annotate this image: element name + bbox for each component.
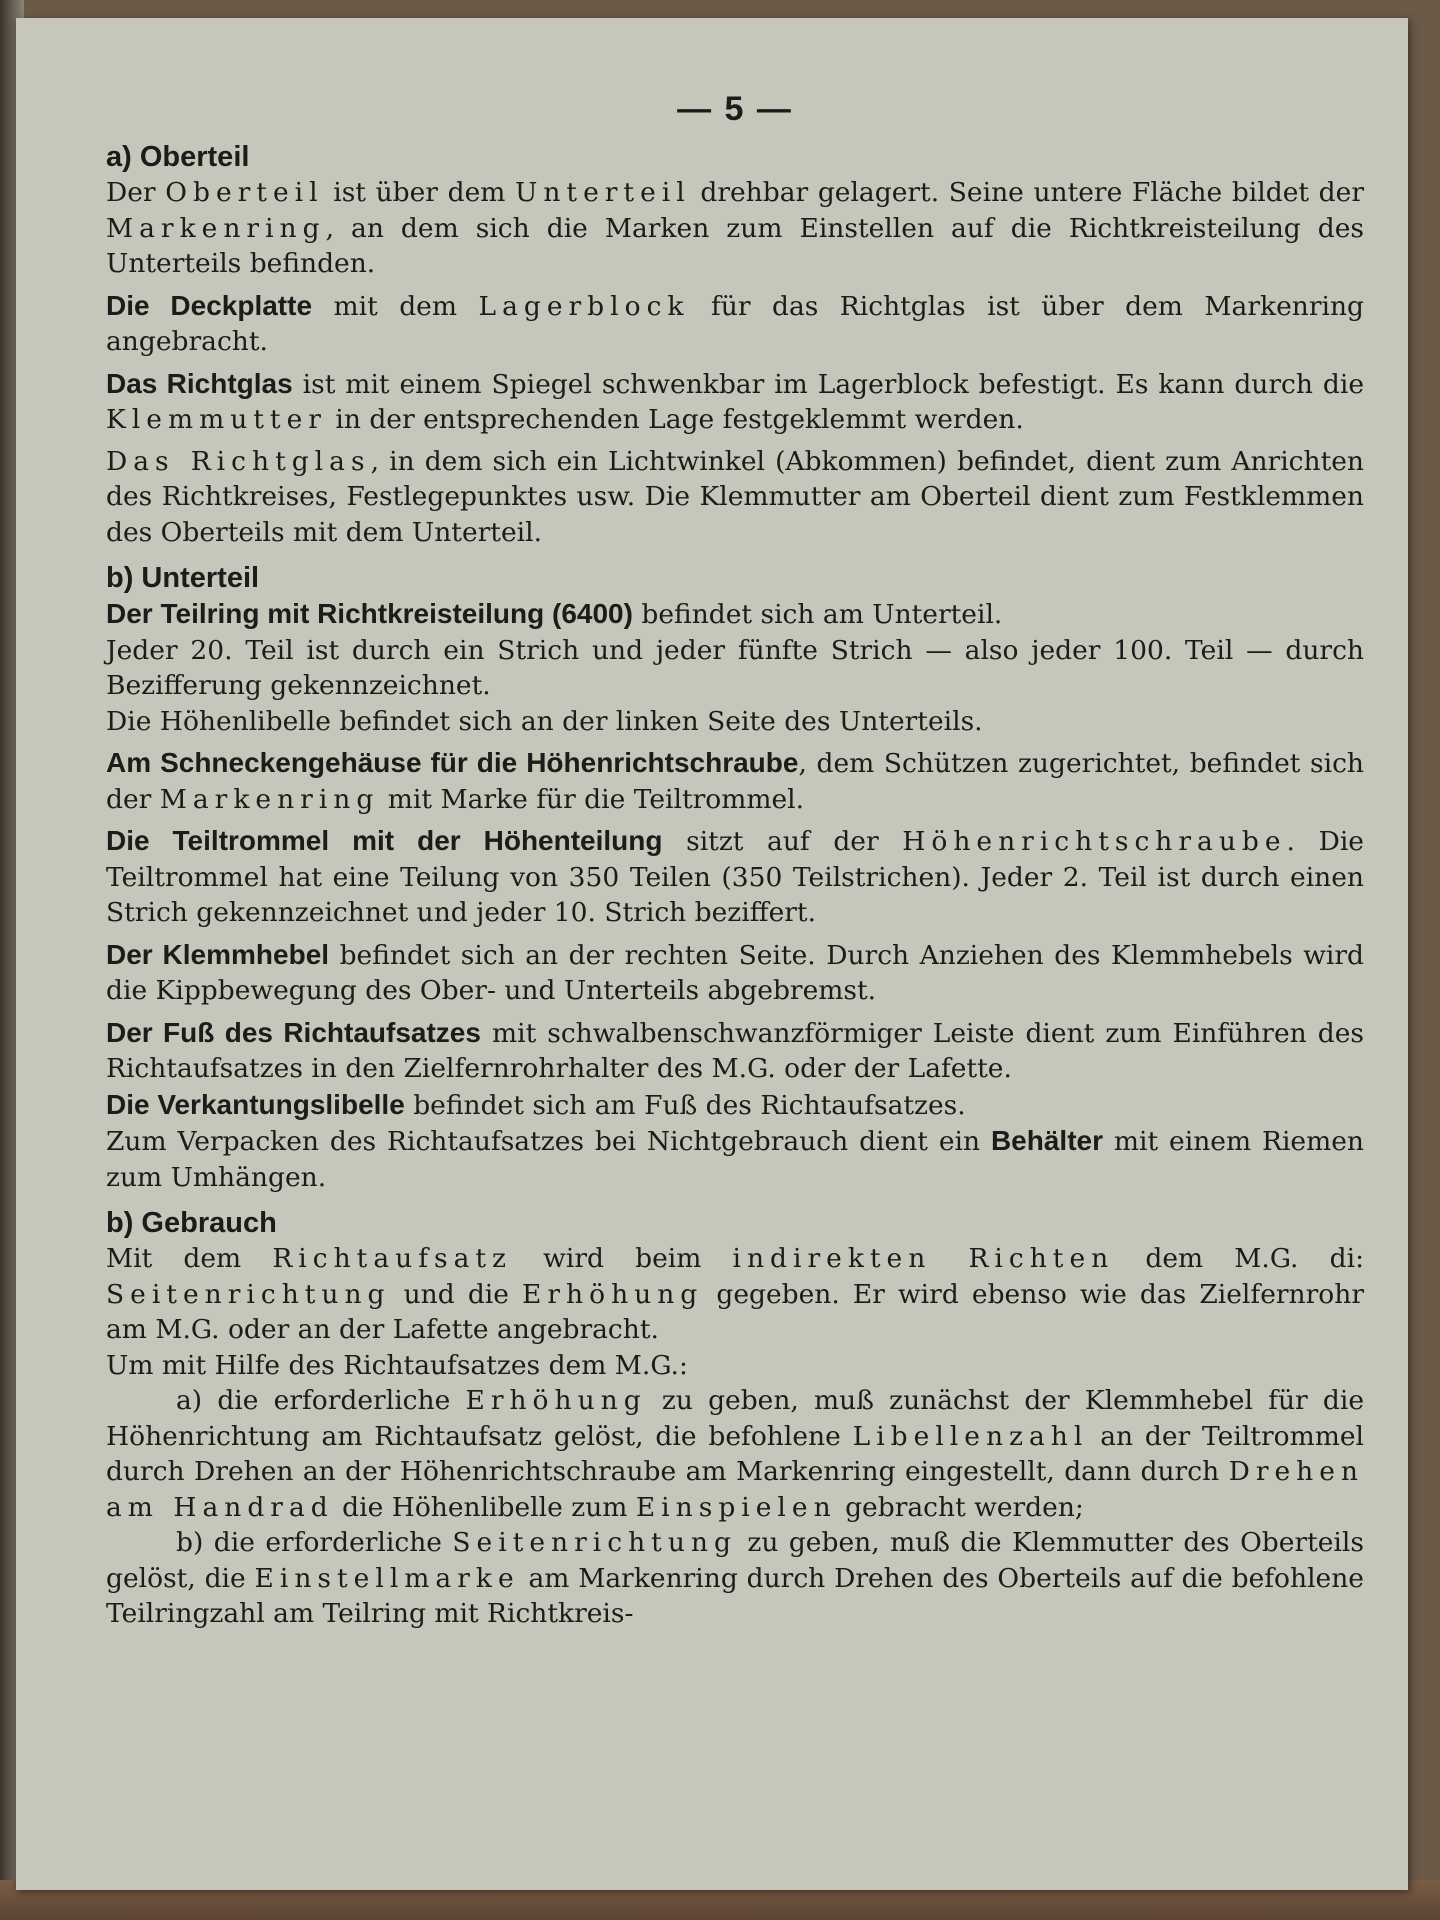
heading-unterteil: b) Unterteil [106, 562, 260, 594]
paragraph-unterteil-1 [106, 596, 1364, 633]
paragraph-oberteil-2 [106, 288, 1364, 360]
text: b) die erforderliche [176, 1527, 453, 1558]
paragraph-gebrauch-1 [106, 1241, 1364, 1348]
text: und die [390, 1278, 523, 1310]
bold-term: Der Teilring mit Richtkreisteilung (6400) [106, 598, 633, 629]
text: in der entsprechenden Lage festgeklemmt werden. [326, 404, 1024, 435]
bold-term: Der Klemmhebel [106, 938, 330, 970]
spaced-term: Libellenzahl [852, 1420, 1089, 1452]
text: befindet sich an der rechten Seite. Durch Anziehen des Klemmhebels wird die Kippbewegung des Ober- und Unterteils abgebremst. [106, 939, 1365, 1006]
text: . Die Teiltrommel hat eine Teilung von 350 Teilen (350 Teilstrichen). Jeder 2. Teil ist durch einen Strich gekennzeichnet und jeder 10. Strich beziffert. [106, 826, 1364, 928]
text: gebracht werden; [836, 1491, 1084, 1523]
text: wird beim [512, 1243, 733, 1274]
spaced-term: Einstellmarke [254, 1562, 520, 1594]
text: dem M.G. di: [1114, 1243, 1365, 1274]
paragraph-oberteil-3 [106, 366, 1364, 438]
text: an der Teiltrommel durch Drehen an der Höhenrichtschraube am Markenring eingestellt, dann durch [106, 1420, 1364, 1487]
text: Zum Verpacken des Richtaufsatzes bei Nichtgebrauch dient ein [106, 1126, 991, 1157]
text: Mit dem [106, 1243, 273, 1274]
paragraph-gebrauch-2: Um mit Hilfe des Richtaufsatzes dem M.G.: [106, 1349, 688, 1381]
spaced-term: Höhenrichtschraube [902, 826, 1287, 857]
paragraph-oberteil-4 [106, 444, 1364, 551]
paragraph-unterteil-6 [106, 937, 1364, 1009]
spaced-term: Klemmutter [106, 404, 327, 435]
spaced-term: Das Richtglas [106, 445, 371, 477]
text: ist über dem [323, 177, 516, 208]
text: befindet sich am Fuß des Richtaufsatzes. [404, 1089, 966, 1121]
heading-oberteil: a) Oberteil [106, 141, 250, 173]
text: drehbar gelagert. Seine untere Fläche bildet der [690, 177, 1364, 208]
paragraph-unterteil-5 [106, 823, 1364, 931]
text: ist mit einem Spiegel schwenkbar im Lagerblock befestigt. Es kann durch die [292, 368, 1365, 400]
text: Der [106, 177, 166, 208]
paragraph-gebrauch-a [106, 1383, 1364, 1525]
spaced-term: Markenring [106, 212, 326, 244]
text: mit einem Riemen zum Umhängen. [106, 1126, 1364, 1193]
bold-term: Der Fuß des Richtaufsatzes [106, 1016, 481, 1048]
spaced-term: Lagerblock [478, 290, 690, 322]
text: gegeben. Er wird ebenso wie das Zielfernrohr am M.G. oder an der Lafette angebracht. [106, 1278, 1364, 1345]
paragraph-unterteil-7 [106, 1015, 1364, 1087]
bold-term: Am Schneckengehäuse für die Höhenrichtschraube [106, 747, 799, 778]
text: , dem Schützen zugerichtet, befindet sich der [106, 748, 1364, 815]
text: , an dem sich die Marken zum Einstellen auf die Richtkreisteilung des Unterteils befinden. [106, 212, 1364, 279]
spaced-term: Seitenrichtung [452, 1527, 737, 1558]
paragraph-oberteil-1 [106, 175, 1364, 282]
text: mit Marke für die Teiltrommel. [379, 783, 805, 815]
paragraph-unterteil-2: Jeder 20. Teil ist durch ein Strich und jeder fünfte Strich — also jeder 100. Teil — durch Bezifferung gekennzeichnet. [106, 634, 1364, 701]
paragraph-unterteil-8 [106, 1087, 1364, 1124]
document-page [16, 18, 1408, 1890]
text: am Markenring durch Drehen des Oberteils auf die befohlene Teilringzahl am Teilring mit Richtkreis- [106, 1562, 1364, 1629]
text: a) die erforderliche [176, 1385, 466, 1416]
spaced-term: Drehen am Handrad [106, 1456, 1364, 1523]
text: sitzt auf der [662, 826, 903, 857]
text: mit schwalbenschwanzförmiger Leiste dient zum Einführen des Richtaufsatzes in den Zielfernrohrhalter des M.G. oder der Lafette. [106, 1017, 1364, 1084]
paragraph-unterteil-4 [106, 745, 1364, 817]
text: die Höhenlibelle zum [333, 1491, 636, 1523]
bold-term: Die Deckplatte [106, 289, 313, 321]
text: , in dem sich ein Lichtwinkel (Abkommen) befindet, dient zum Anrichten des Richtkreises, Festlegepunktes usw. Die Klemmutter am Oberteil dient zum Festklemmen des Oberteils mit dem Unterteil. [106, 445, 1364, 548]
text: befindet sich am Unterteil. [632, 599, 1003, 630]
page-number: — 5 — [677, 90, 793, 128]
text: mit dem [312, 290, 479, 322]
bold-term: Das Richtglas [106, 367, 293, 399]
bold-term: Die Verkantungslibelle [106, 1088, 405, 1120]
spaced-term: Oberteil [165, 177, 324, 208]
bold-term: Behälter [990, 1125, 1103, 1156]
heading-gebrauch: b) Gebrauch [106, 1207, 277, 1239]
text: für das Richtglas ist über dem Markenring angebracht. [106, 290, 1364, 357]
bold-term: Die Teiltrommel mit der Höhenteilung [106, 825, 663, 856]
text: zu geben, muß die Klemmutter des Oberteils gelöst, die [106, 1527, 1364, 1594]
spaced-term: Erhöhung [465, 1385, 647, 1416]
paragraph-unterteil-3: Die Höhenlibelle befindet sich an der linken Seite des Unterteils. [106, 705, 983, 737]
paragraph-gebrauch-b [106, 1525, 1364, 1632]
spaced-term: Erhöhung [522, 1278, 704, 1310]
paragraph-unterteil-9 [106, 1123, 1364, 1195]
spaced-term: Seitenrichtung [106, 1278, 391, 1310]
spaced-term: Richtaufsatz [272, 1243, 513, 1274]
spaced-term: Einspielen [635, 1491, 837, 1523]
spaced-term: Unterteil [515, 177, 691, 208]
text: zu geben, muß zunächst der Klemmhebel für die Höhenrichtung am Richtaufsatz gelöst, die befohlene [106, 1385, 1364, 1452]
spaced-term: Markenring [159, 783, 380, 815]
spaced-term: indirekten Richten [732, 1243, 1115, 1274]
